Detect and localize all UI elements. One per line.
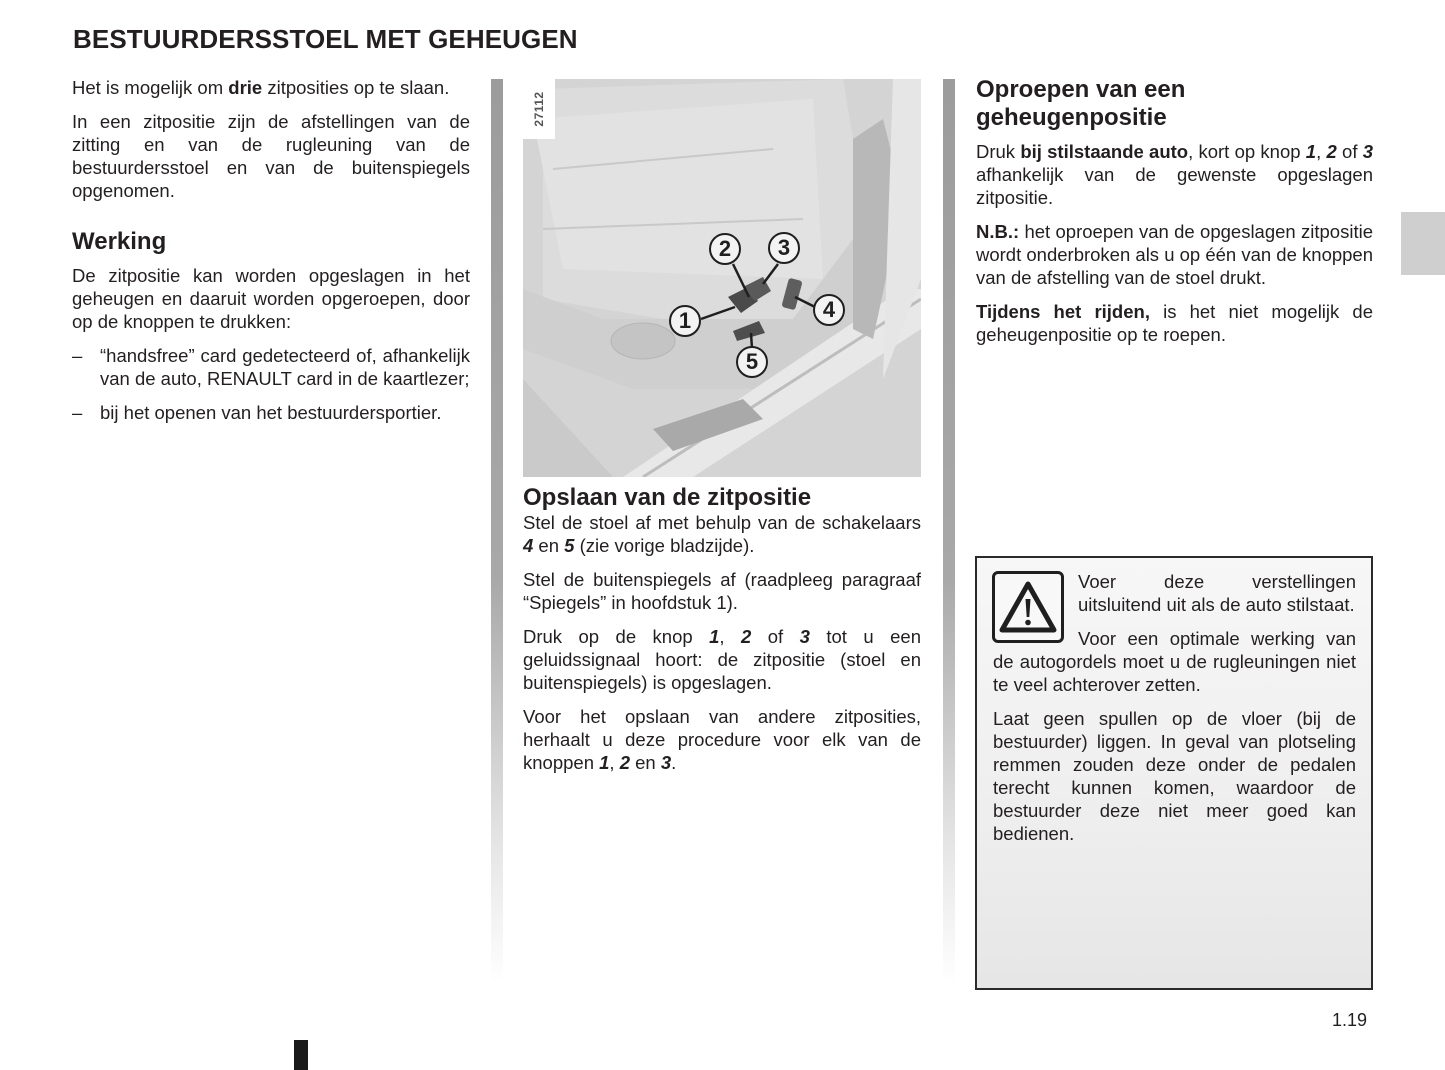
callout-3: 3 (768, 232, 800, 264)
text: . (671, 752, 677, 773)
text: afhankelijk van de gewenste opgeslagen zitpositie. (976, 164, 1373, 208)
warning-paragraph-3: Laat geen spullen op de vloer (bij de bestuurder) liggen. In geval van plotseling remmen zouden deze onder de pedalen terecht kunnen komen, waardoor de bestuurder deze niet meer goed kan bedienen. (993, 708, 1356, 844)
page-title: BESTUURDERSSTOEL MET GEHEUGEN (73, 24, 578, 54)
button-ref-2: 2 (1326, 141, 1337, 162)
text: Druk (976, 141, 1021, 162)
left-column (72, 76, 470, 435)
text: of (1336, 141, 1363, 162)
text: (zie vorige bladzijde). (574, 535, 755, 556)
section-heading-oproepen: Oproepen van een geheugenpositie (976, 76, 1186, 131)
opslaan-paragraph-4 (523, 705, 921, 774)
page-number: 1.19 (1332, 1010, 1368, 1030)
text: het oproepen van de opgeslagen zitpositie wordt onderbroken als u op één van de knoppen van de afstelling van de stoel drukt. (976, 221, 1374, 288)
button-ref-2: 2 (741, 626, 752, 647)
bold-text: Tijdens het rijden, (976, 301, 1150, 322)
button-ref-1: 1 (1305, 141, 1317, 162)
opslaan-paragraph-2: Stel de buitenspiegels af (raadpleeg paragraaf “Spiegels” in hoofdstuk 1). (523, 569, 921, 613)
figure-code: 27112 (532, 91, 546, 127)
button-ref-3: 3 (660, 752, 672, 773)
button-ref-1: 1 (599, 752, 610, 773)
text: , kort op knop (1188, 141, 1306, 162)
oproepen-paragraph-1 (976, 140, 1373, 209)
text: Het is mogelijk om (72, 77, 229, 98)
callout-2: 2 (709, 233, 741, 265)
text: Druk op de knop (523, 626, 710, 647)
text: Voor het opslaan van andere zitposities, herhaalt u deze procedure voor elk van de knoppen (523, 706, 921, 773)
list-item (72, 401, 470, 424)
bold-text: drie (228, 77, 263, 98)
print-mark (294, 1040, 308, 1070)
seat-controls-figure (523, 79, 921, 477)
button-ref-5: 5 (564, 535, 575, 556)
middle-column (523, 484, 921, 785)
button-ref-4: 4 (523, 535, 534, 556)
column-divider-bar (943, 79, 955, 984)
warning-paragraph-1: Voer deze verstellingen uitsluitend uit als de auto stilstaat. (1078, 571, 1356, 615)
button-ref-2: 2 (619, 752, 630, 773)
warning-triangle-icon (992, 571, 1064, 643)
callout-4: 4 (813, 294, 845, 326)
condition-list (72, 344, 470, 424)
text: en (630, 752, 661, 773)
text: , (719, 626, 742, 647)
text: Stel de stoel af met behulp van de schakelaars (523, 512, 921, 533)
dash-bullet: – (72, 345, 83, 366)
button-ref-3: 3 (799, 626, 810, 647)
driving-paragraph (976, 300, 1373, 346)
bold-text: N.B.: (976, 221, 1020, 242)
text: en (533, 535, 565, 556)
text: of (751, 626, 800, 647)
list-item-text: bij het openen van het bestuurdersportier. (100, 402, 442, 423)
warning-box (975, 556, 1373, 990)
list-item (72, 344, 470, 390)
warning-paragraph-2: Voor een optimale werking van de autogordels moet u de rugleuningen niet te veel achterover zetten. (993, 628, 1356, 695)
text: tot u een geluidssignaal hoort: de zitpositie (stoel en buitenspiegels) is opgeslagen. (523, 626, 921, 693)
chapter-tab-marker (1401, 212, 1445, 275)
text: is het niet mogelijk de geheugenpositie op te roepen. (976, 301, 1373, 345)
callout-1: 1 (669, 305, 701, 337)
intro-paragraph-1 (72, 76, 470, 99)
section-heading-werking: Werking (72, 228, 167, 255)
text: , (609, 752, 620, 773)
column-divider-bar (491, 79, 503, 984)
button-ref-1: 1 (709, 626, 720, 647)
werking-paragraph: De zitpositie kan worden opgeslagen in het geheugen en daaruit worden opgeroepen, door op de knoppen te drukken: (72, 265, 470, 332)
nb-paragraph (976, 220, 1373, 289)
dash-bullet: – (72, 402, 83, 423)
button-ref-3: 3 (1362, 141, 1374, 162)
section-heading-opslaan: Opslaan van de zitpositie (523, 484, 812, 511)
seat-illustration (523, 79, 921, 477)
figure-code-label (523, 79, 555, 139)
right-column (976, 76, 1373, 357)
opslaan-paragraph-3 (523, 625, 921, 694)
opslaan-paragraph-1 (523, 511, 921, 557)
intro-paragraph-2: In een zitpositie zijn de afstellingen van de zitting en van de rugleuning van de bestuurdersstoel en van de buitenspiegels opgenomen. (72, 111, 470, 201)
bold-text: bij stilstaande auto (1020, 141, 1189, 162)
text: , (1316, 141, 1327, 162)
list-item-text: “handsfree” card gedetecteerd of, afhankelijk van de auto, RENAULT card in de kaartlezer; (100, 345, 470, 389)
text: zitposities op te slaan. (262, 77, 450, 98)
callout-5: 5 (736, 346, 768, 378)
